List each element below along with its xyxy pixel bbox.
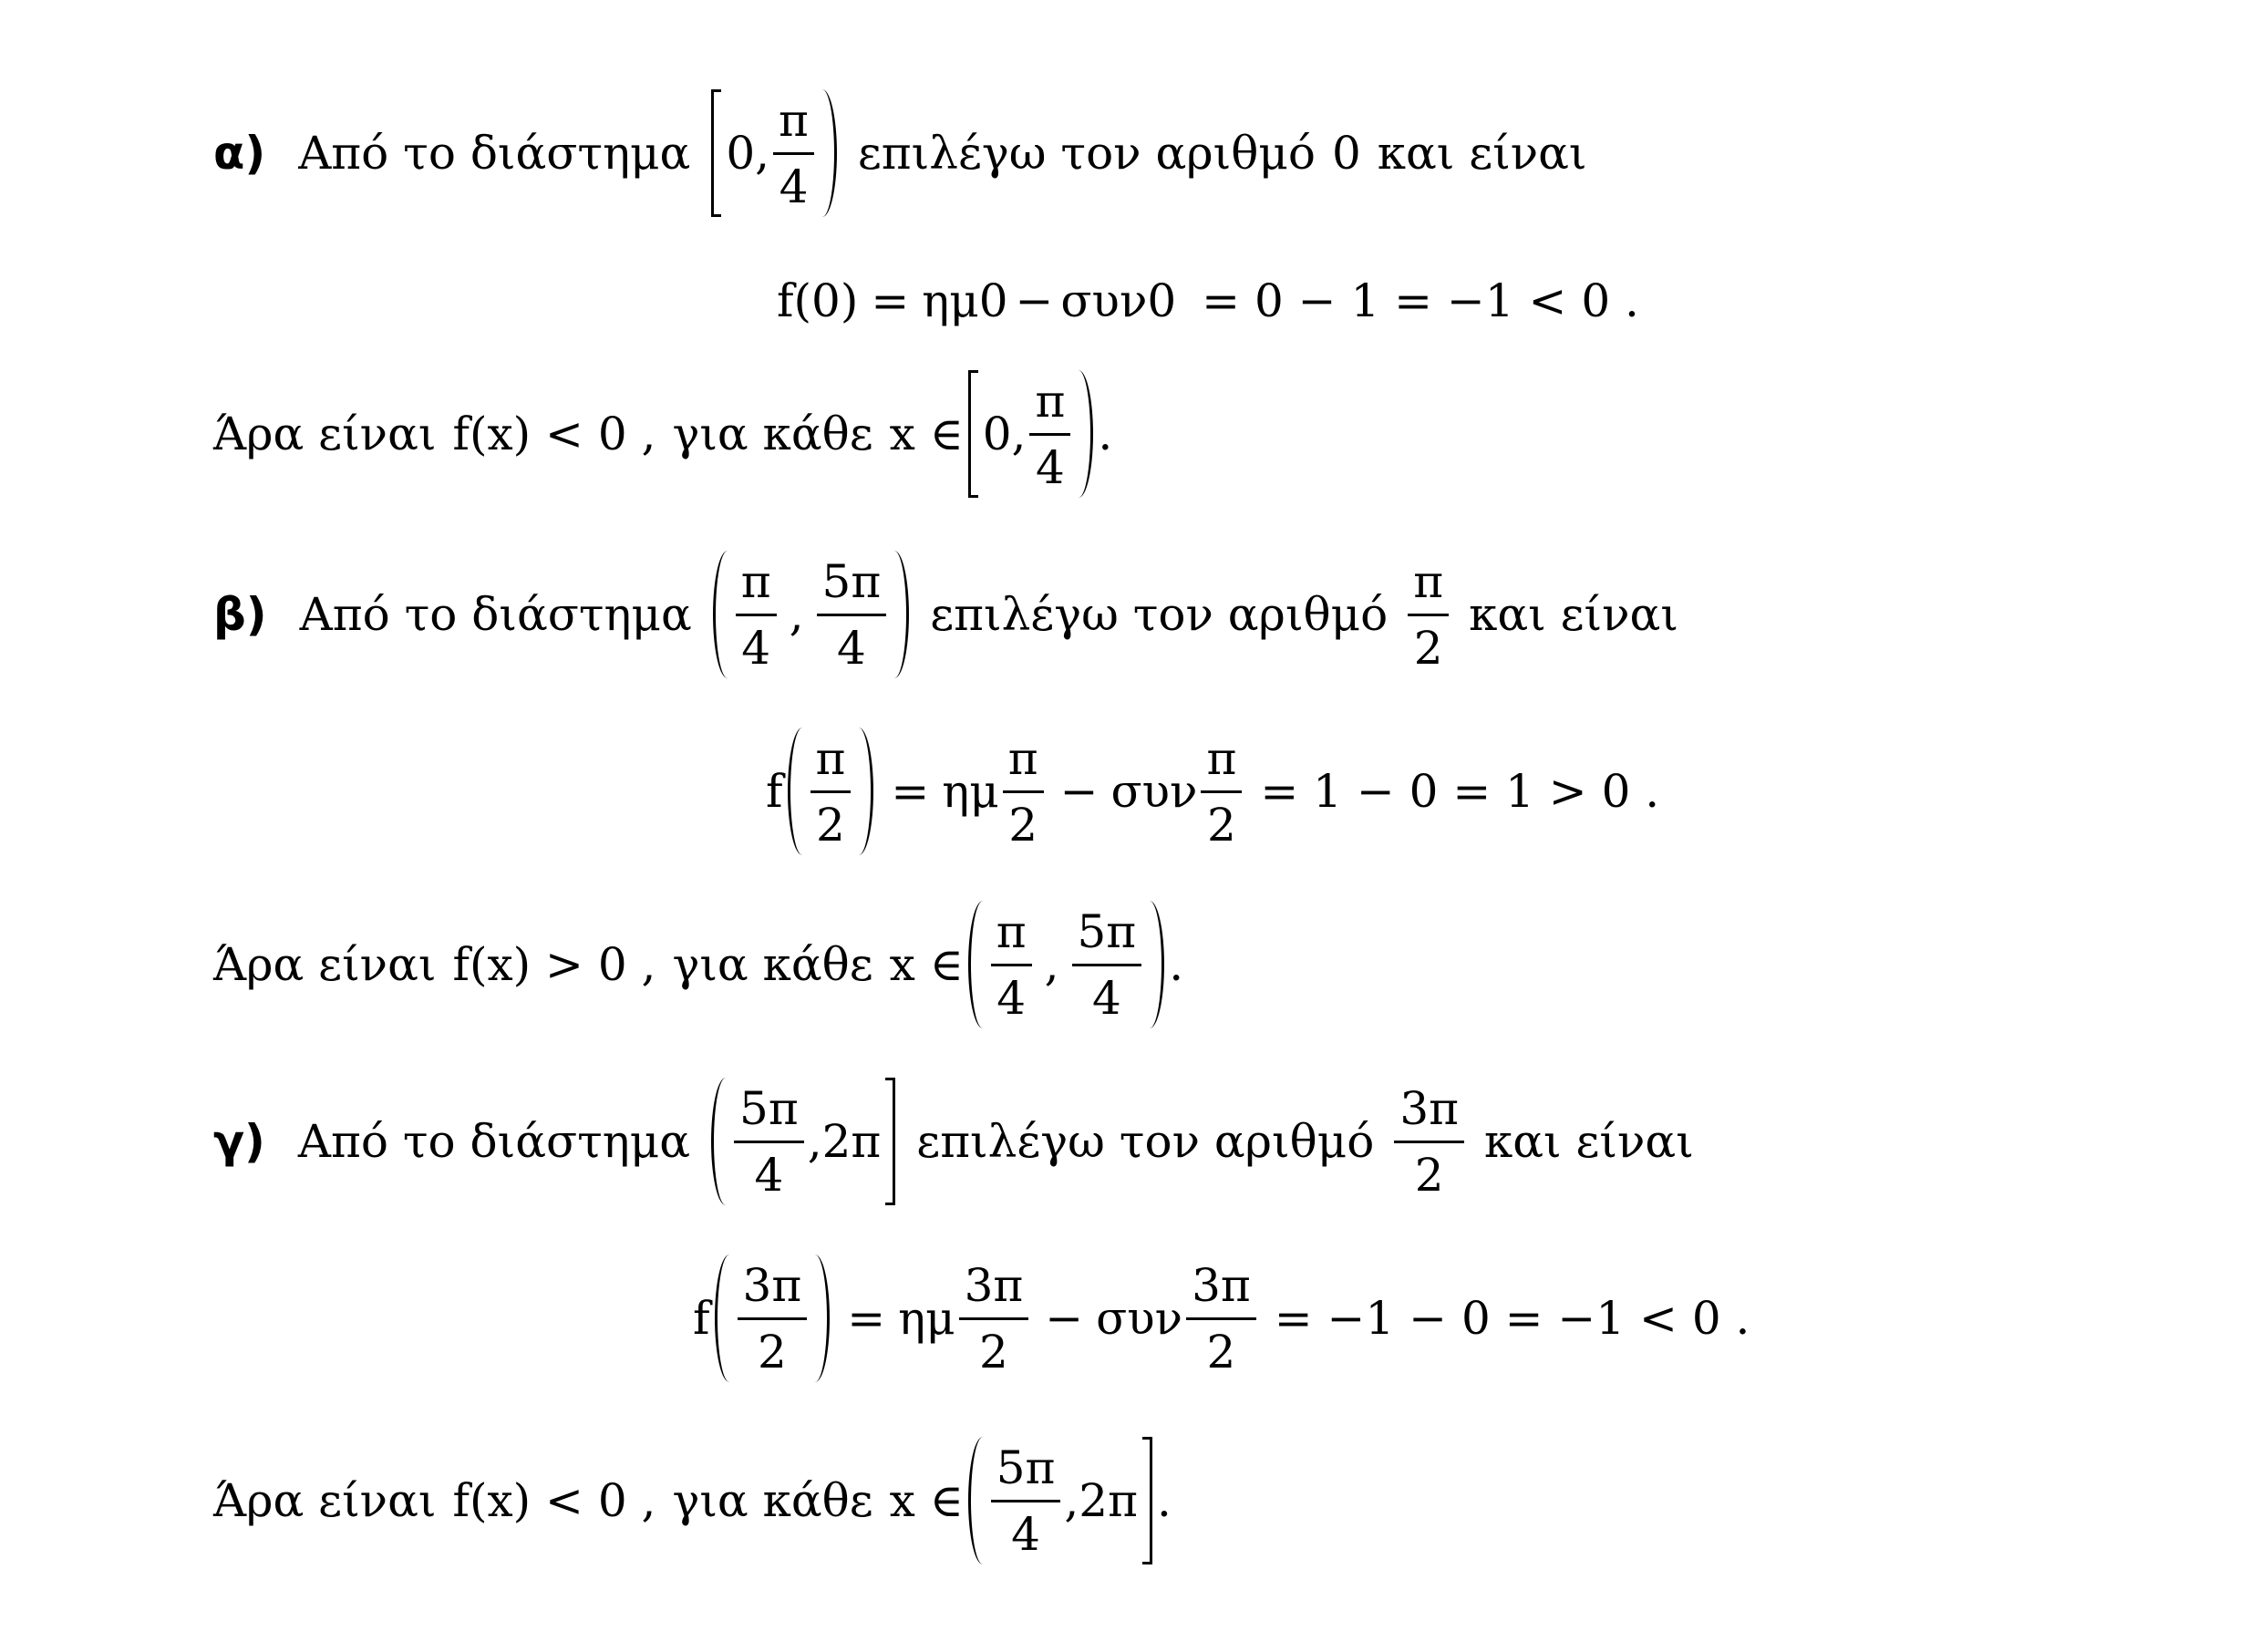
part-b-rest: = 1 − 0 = 1 > 0 . [1260,765,1660,818]
left-paren [968,901,983,1028]
conclusion-prefix: Άρα είναι [213,408,437,460]
part-b-equation: f $\frac{\pi}{2}$ = ημ $\frac{\pi}{2}$ − συν $\frac{\pi}{2}$ = 1 − 0 = 1 > 0 . [766,718,1659,864]
part-a-expr2: συν0 [1060,274,1177,327]
right-paren [859,728,873,855]
part-c-end-text: και είναι [1484,1115,1694,1168]
left-square-bracket [968,370,978,498]
part-b-end-text: και είναι [1469,588,1678,641]
part-b-e2-fraction: $\frac{\pi}{2}$ [1201,736,1242,848]
part-a-f-arg: 0 [811,274,841,327]
left-paren [711,1078,726,1205]
interval-a-end-fraction: $\frac{\pi}{4}$ [773,98,814,210]
conclusion-inequality: f(x) < 0 , [452,408,656,460]
part-b-choice-fraction: $\frac{\pi}{2}$ [1408,559,1449,671]
part-b-choice-text: επιλέγω τον αριθμό [930,588,1389,641]
left-paren [968,1437,983,1564]
part-a-choice-value: 0 [1331,127,1361,180]
conclusion-prefix: Άρα είναι [213,1474,437,1527]
part-a-rest: = 0 − 1 = −1 < 0 . [1202,274,1639,327]
part-c-statement [213,1069,1694,1214]
part-c-label: γ) [213,1115,265,1168]
conclusion-for-all: για κάθε [672,1474,873,1527]
part-c-choice-text: επιλέγω τον αριθμό [916,1115,1375,1168]
part-a-expr1: ημ0 [922,274,1008,327]
part-c-equation: f $\frac{3\pi}{2}$ = ημ $\frac{3\pi}{2}$ − συν $\frac{3\pi}{2}$ = −1 − 0 = −1 < 0 . [693,1245,1750,1391]
part-b-intro: Από το διάστημα [299,588,692,641]
part-a-equation: f( 0 ) = ημ0 − συν0 = 0 − 1 = −1 < 0 . [777,274,1639,327]
part-b-label: β) [213,588,267,641]
part-c-f-arg: $\frac{3\pi}{2}$ [738,1263,808,1375]
part-a-statement: α) Από το διάστημα 0 , $\frac{\pi}{4}$ επιλέγω τον αριθμό 0 και είναι [213,80,1587,226]
conclusion-x-in: x ∈ [889,938,964,991]
part-c-conclusion: Άρα είναι f(x) < 0 , για κάθε x ∈ $\frac{5\pi}{4}$ ,2π . [213,1428,1172,1574]
conclusion-prefix: Άρα είναι [213,938,437,991]
conclusion-inequality: f(x) < 0 , [452,1474,656,1527]
conclusion-fraction: $\frac{\pi}{4}$ [1029,378,1070,490]
conclusion-for-all: για κάθε [672,938,873,991]
part-c-e1-fraction: $\frac{3\pi}{2}$ [959,1263,1029,1375]
part-a-intro: Από το διάστημα [298,127,691,180]
right-paren [815,1254,830,1382]
right-paren [822,89,837,217]
interval-c-end: ,2π [807,1115,882,1168]
part-b-e1-fraction: $\frac{\pi}{2}$ [1003,736,1044,848]
left-square-bracket [711,89,721,217]
part-b-f-arg: $\frac{\pi}{2}$ [810,736,852,848]
conclusion-x-in: x ∈ [889,1474,964,1527]
part-c-choice-fraction: $\frac{3\pi}{2}$ [1394,1086,1464,1198]
interval-a-start: 0 [726,127,756,180]
right-paren [1150,901,1164,1028]
part-a-label: α) [213,127,266,180]
conclusion-for-all: για κάθε [672,408,873,460]
interval-c-start-fraction: $\frac{5\pi}{4}$ [734,1086,804,1198]
right-paren [1079,370,1093,498]
part-c-e2-fraction: $\frac{3\pi}{2}$ [1186,1263,1256,1375]
part-a-end-text: και είναι [1377,127,1587,180]
right-paren [894,551,909,678]
right-square-bracket [1142,1437,1152,1564]
left-paren [713,551,728,678]
left-paren [788,728,802,855]
part-a-conclusion: Άρα είναι f(x) < 0 , για κάθε x ∈ 0 , $\frac{\pi}{4}$ . [213,361,1112,507]
part-c-intro: Από το διάστημα [297,1115,691,1168]
interval-b-start-fraction: $\frac{\pi}{4}$ [736,559,777,671]
part-b-statement: β) Από το διάστημα $\frac{\pi}{4}$ , $\frac{5\pi}{4}$ επιλέγω τον αριθμό $\frac{\pi}{2}$ και είναι [213,542,1678,687]
part-b-conclusion: Άρα είναι f(x) > 0 , για κάθε x ∈ $\frac{\pi}{4}$ , $\frac{5\pi}{4}$ . [213,892,1183,1038]
part-a-choice-text: επιλέγω τον αριθμό [857,127,1316,180]
conclusion-x-in: x ∈ [889,408,964,460]
part-c-rest: = −1 − 0 = −1 < 0 . [1274,1292,1750,1345]
right-square-bracket [885,1078,895,1205]
interval-b-end-fraction: $\frac{5\pi}{4}$ [817,559,887,671]
left-paren [715,1254,729,1382]
conclusion-inequality: f(x) > 0 , [452,938,656,991]
